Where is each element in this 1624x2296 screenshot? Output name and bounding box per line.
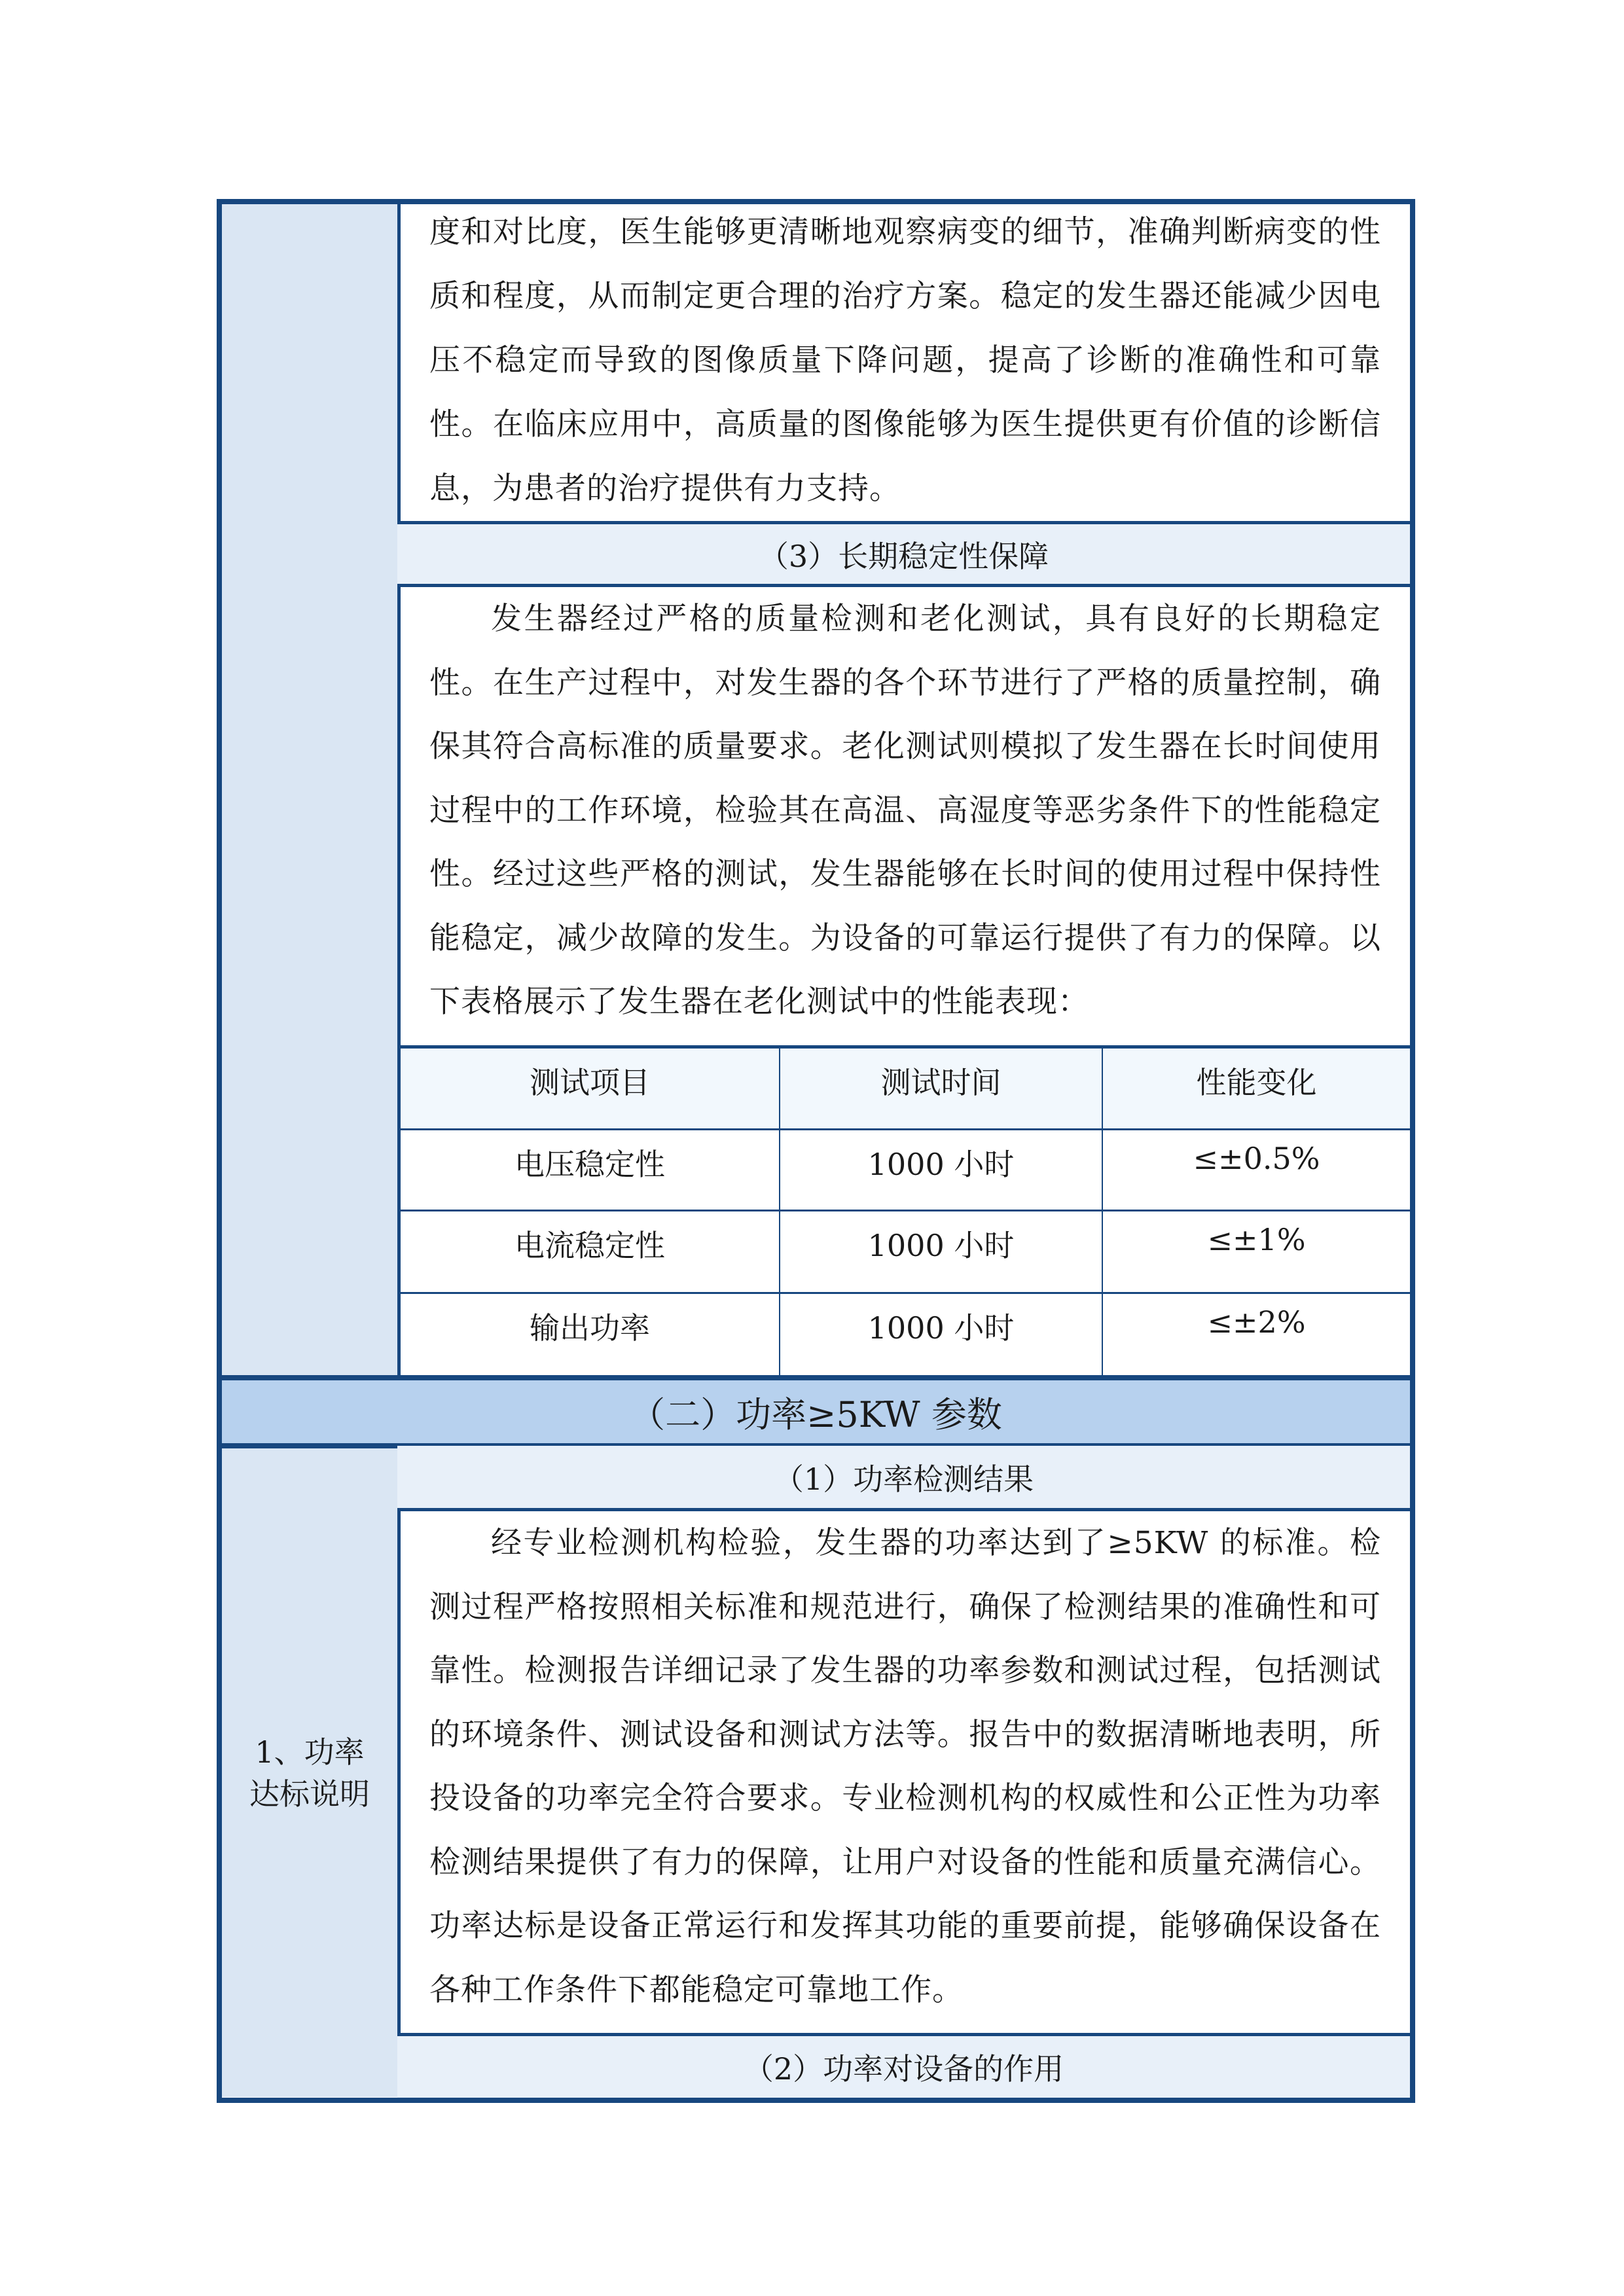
continued-paragraph: 度和对比度，医生能够更清晰地观察病变的细节，准确判断病变的性质和程度，从而制定更合理的治疗方案。稳定的发生器还能减少因电压不稳定而导致的图像质量下降问题，提高了诊断的准确性和可靠性。在临床应用中，高质量的图像能够为医生提供更有价值的诊断信息，为患者的治疗提供有力支持。 [429, 214, 1381, 507]
table-cell: 1000 小时 [780, 1294, 1103, 1376]
table-header-time: 测试时间 [780, 1049, 1103, 1130]
table-cell: ≤±0.5% [1103, 1130, 1410, 1211]
table-cell: 电压稳定性 [401, 1130, 780, 1211]
subsection-3-paragraph: 发生器经过严格的质量检测和老化测试，具有良好的长期稳定性。在生产过程中，对发生器的各个环节进行了严格的质量控制，确保其符合高标准的质量要求。老化测试则模拟了发生器在长时间使用过程中的工作环境，检验其在高温、高湿度等恶劣条件下的性能稳定性。经过这些严格的测试，发生器能够在长时间的使用过程中保持性能稳定，减少故障的发生。为设备的可靠运行提供了有力的保障。以下表格展示了发生器在老化测试中的性能表现： [429, 601, 1381, 1020]
table-cell: ≤±1% [1103, 1211, 1410, 1294]
section-2-title: （二）功率≥5KW 参数 [222, 1375, 1410, 1448]
table-cell: 1000 小时 [780, 1211, 1103, 1294]
subsection-2-title: （2）功率对设备的作用 [397, 2033, 1410, 2098]
left-label-cell-empty [222, 204, 401, 1376]
subsection-1-title: （1）功率检测结果 [397, 1446, 1410, 1511]
row-label: 1、功率达标说明 [222, 1448, 401, 2097]
table-cell: 1000 小时 [780, 1130, 1103, 1211]
subsection-1-paragraph: 经专业检测机构检验，发生器的功率达到了≥5KW 的标准。检测过程严格按照相关标准和规范进行，确保了检测结果的准确性和可靠性。检测报告详细记录了发生器的功率参数和测试过程，包括测试的环境条件、测试设备和测试方法等。报告中的数据清晰地表明，所投设备的功率完全符合要求。专业检测机构的权威性和公正性为功率检测结果提供了有力的保障，让用户对设备的性能和质量充满信心。功率达标是设备正常运行和发挥其功能的重要前提，能够确保设备在各种工作条件下都能稳定可靠地工作。 [429, 1525, 1381, 2008]
table-cell: ≤±2% [1207, 1304, 1306, 1340]
table-header-item: 测试项目 [401, 1049, 780, 1130]
table-cell: 输出功率 [401, 1294, 780, 1376]
table-cell: 电流稳定性 [401, 1211, 780, 1294]
table-header-change: 性能变化 [1103, 1049, 1410, 1130]
subsection-3-title: （3）长期稳定性保障 [397, 521, 1410, 587]
